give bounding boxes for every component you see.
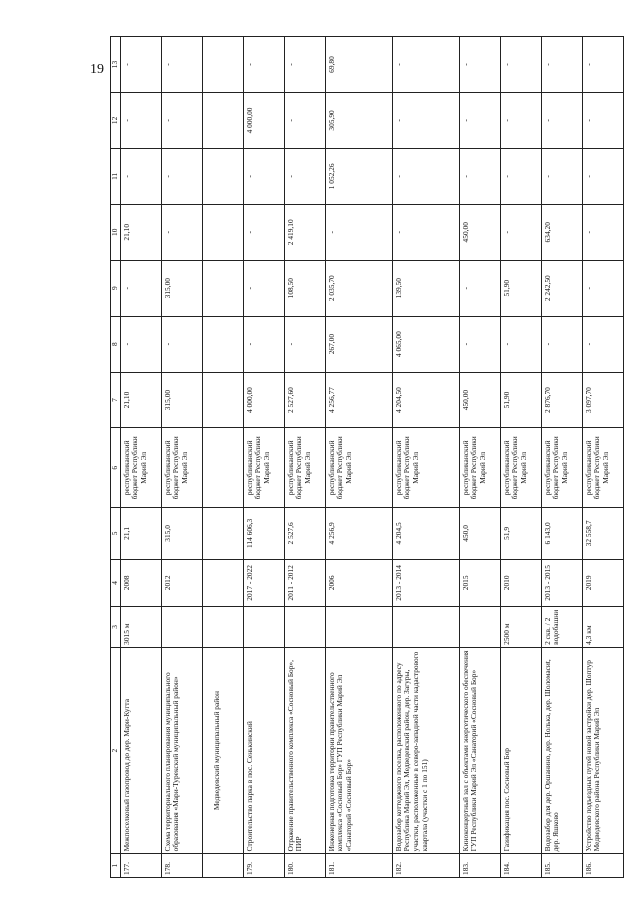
years: 2017 - 2022 bbox=[243, 559, 284, 606]
estimated-cost: 51,9 bbox=[500, 508, 541, 560]
project-name: Отражение правительственного комплекса «Сосновый Бор», ПИР bbox=[284, 647, 325, 853]
col-header-4: 4 bbox=[111, 559, 121, 606]
value-col-8: - bbox=[582, 316, 623, 372]
funding-source: республиканский бюджет Республики Марий Эл bbox=[120, 428, 161, 508]
project-name: Киноконцертный зал с объектами энергетического обеспечения ГУП Республики Марий Эл «Санаторий «Сосновый Бор» bbox=[459, 647, 500, 853]
table-row bbox=[325, 37, 392, 878]
col-header-2: 2 bbox=[111, 647, 121, 853]
value-col-10: - bbox=[582, 204, 623, 260]
col-header-3: 3 bbox=[111, 607, 121, 648]
value-col-11: - bbox=[582, 148, 623, 204]
capacity: 3015 м bbox=[120, 607, 161, 648]
value-col-12: - bbox=[500, 92, 541, 148]
district-name: Медведевский муниципальный район bbox=[211, 691, 221, 811]
years: 2013 - 2014 bbox=[392, 559, 459, 606]
budget-table bbox=[110, 36, 624, 878]
project-name: Межпоселковый газопровод до дер. Мари-Кугта bbox=[120, 647, 161, 853]
value-col-12: - bbox=[392, 92, 459, 148]
value-col-11: - bbox=[161, 148, 202, 204]
value-col-10 bbox=[202, 204, 243, 260]
capacity bbox=[284, 607, 325, 648]
value-col-12: 4 000,00 bbox=[243, 92, 284, 148]
col-header-10: 10 bbox=[111, 204, 121, 260]
total-value: 4 256,77 bbox=[325, 372, 392, 428]
col-header-8: 8 bbox=[111, 316, 121, 372]
col-header-1: 1 bbox=[111, 854, 121, 878]
estimated-cost: 32 558,7 bbox=[582, 508, 623, 560]
value-col-11 bbox=[202, 148, 243, 204]
value-col-12: 305,90 bbox=[325, 92, 392, 148]
value-col-13: - bbox=[161, 37, 202, 93]
value-col-12 bbox=[202, 92, 243, 148]
value-col-12: - bbox=[541, 92, 582, 148]
years: 2013 - 2015 bbox=[541, 559, 582, 606]
years: 2011 - 2012 bbox=[284, 559, 325, 606]
value-col-9: 51,90 bbox=[500, 260, 541, 316]
section-title bbox=[202, 647, 243, 853]
value-col-9: 139,50 bbox=[392, 260, 459, 316]
value-col-8 bbox=[202, 316, 243, 372]
value-col-8: 267,00 bbox=[325, 316, 392, 372]
capacity: 2500 м bbox=[500, 607, 541, 648]
table-row bbox=[582, 37, 623, 878]
value-col-10: 634,20 bbox=[541, 204, 582, 260]
estimated-cost: 114 606,3 bbox=[243, 508, 284, 560]
value-col-9: 315,00 bbox=[161, 260, 202, 316]
value-col-8: - bbox=[120, 316, 161, 372]
years: 2008 bbox=[120, 559, 161, 606]
project-name: Газификация пос. Сосновый Бор bbox=[500, 647, 541, 853]
value-col-10: - bbox=[325, 204, 392, 260]
value-col-13 bbox=[202, 37, 243, 93]
total-value: 2 876,70 bbox=[541, 372, 582, 428]
row-number: 183. bbox=[459, 854, 500, 878]
col-header-13: 13 bbox=[111, 37, 121, 93]
years: 2012 bbox=[161, 559, 202, 606]
row-number: 181. bbox=[325, 854, 392, 878]
capacity bbox=[459, 607, 500, 648]
funding-source: республиканский бюджет Республики Марий Эл bbox=[161, 428, 202, 508]
row-number: 177. bbox=[120, 854, 161, 878]
value-col-11: - bbox=[392, 148, 459, 204]
estimated-cost: 21,1 bbox=[120, 508, 161, 560]
row-number bbox=[202, 854, 243, 878]
funding-source: республиканский бюджет Республики Марий Эл bbox=[325, 428, 392, 508]
table-row bbox=[459, 37, 500, 878]
estimated-cost: 315,0 bbox=[161, 508, 202, 560]
column-number-header bbox=[111, 37, 121, 878]
project-name: Строительство парка в пос. Сенькинский bbox=[243, 647, 284, 853]
total-value: 450,00 bbox=[459, 372, 500, 428]
value-col-10: - bbox=[161, 204, 202, 260]
value-col-11: 1 052,26 bbox=[325, 148, 392, 204]
value-col-8: - bbox=[161, 316, 202, 372]
capacity bbox=[243, 607, 284, 648]
value-col-9: 108,50 bbox=[284, 260, 325, 316]
value-col-8: - bbox=[284, 316, 325, 372]
years: 2015 bbox=[459, 559, 500, 606]
row-number: 179. bbox=[243, 854, 284, 878]
col-header-11: 11 bbox=[111, 148, 121, 204]
value-col-8: - bbox=[459, 316, 500, 372]
value-col-10: 450,00 bbox=[459, 204, 500, 260]
value-col-13: - bbox=[284, 37, 325, 93]
years: 2010 bbox=[500, 559, 541, 606]
total-value: 315,00 bbox=[161, 372, 202, 428]
value-col-9: - bbox=[243, 260, 284, 316]
row-number: 180. bbox=[284, 854, 325, 878]
value-col-12: - bbox=[161, 92, 202, 148]
estimated-cost bbox=[202, 508, 243, 560]
project-name: Инженерная подготовка территории правительственного комплекса «Сосновый Бор» ГУП Республики Марий Эл «Санаторий «Сосновый Бор» bbox=[325, 647, 392, 853]
row-number: 186. bbox=[582, 854, 623, 878]
total-value: 21,10 bbox=[120, 372, 161, 428]
table-row bbox=[392, 37, 459, 878]
value-col-9 bbox=[202, 260, 243, 316]
funding-source: республиканский бюджет Республики Марий Эл bbox=[284, 428, 325, 508]
page-number: 19 bbox=[90, 62, 104, 77]
value-col-8: - bbox=[541, 316, 582, 372]
value-col-10: - bbox=[243, 204, 284, 260]
rotated-table-wrapper bbox=[110, 36, 611, 878]
estimated-cost: 2 527,6 bbox=[284, 508, 325, 560]
value-col-10: - bbox=[500, 204, 541, 260]
project-name: Схема территориального планирования муниципального образования «Мари-Турекский муниципальный район» bbox=[161, 647, 202, 853]
value-col-9: - bbox=[120, 260, 161, 316]
estimated-cost: 450,0 bbox=[459, 508, 500, 560]
value-col-11: - bbox=[284, 148, 325, 204]
col-header-12: 12 bbox=[111, 92, 121, 148]
capacity: 4,3 км bbox=[582, 607, 623, 648]
value-col-9: 2 242,50 bbox=[541, 260, 582, 316]
value-col-10: 21,10 bbox=[120, 204, 161, 260]
funding-source: республиканский бюджет Республики Марий Эл bbox=[392, 428, 459, 508]
capacity bbox=[161, 607, 202, 648]
value-col-10: - bbox=[392, 204, 459, 260]
funding-source: республиканский бюджет Республики Марий Эл bbox=[459, 428, 500, 508]
value-col-9: 2 035,70 bbox=[325, 260, 392, 316]
row-number: 182. bbox=[392, 854, 459, 878]
years: 2019 bbox=[582, 559, 623, 606]
years bbox=[202, 559, 243, 606]
table-row bbox=[284, 37, 325, 878]
table-body bbox=[120, 37, 623, 878]
funding-source: республиканский бюджет Республики Марий Эл bbox=[582, 428, 623, 508]
funding-source bbox=[202, 428, 243, 508]
value-col-13: - bbox=[120, 37, 161, 93]
value-col-13: - bbox=[459, 37, 500, 93]
estimated-cost: 4 204,5 bbox=[392, 508, 459, 560]
value-col-12: - bbox=[120, 92, 161, 148]
value-col-12: - bbox=[284, 92, 325, 148]
section-header-row bbox=[202, 37, 243, 878]
value-col-11: - bbox=[541, 148, 582, 204]
estimated-cost: 4 256,9 bbox=[325, 508, 392, 560]
value-col-11: - bbox=[459, 148, 500, 204]
table-row bbox=[120, 37, 161, 878]
value-col-13: 69,80 bbox=[325, 37, 392, 93]
col-header-5: 5 bbox=[111, 508, 121, 560]
value-col-10: 2 419,10 bbox=[284, 204, 325, 260]
total-value: 51,90 bbox=[500, 372, 541, 428]
capacity bbox=[202, 607, 243, 648]
total-value: 4 204,50 bbox=[392, 372, 459, 428]
total-value: 3 097,70 bbox=[582, 372, 623, 428]
col-header-7: 7 bbox=[111, 372, 121, 428]
table-row bbox=[243, 37, 284, 878]
total-value: 4 000,00 bbox=[243, 372, 284, 428]
col-header-9: 9 bbox=[111, 260, 121, 316]
table-row bbox=[161, 37, 202, 878]
value-col-13: - bbox=[392, 37, 459, 93]
capacity bbox=[325, 607, 392, 648]
value-col-13: - bbox=[500, 37, 541, 93]
value-col-13: - bbox=[541, 37, 582, 93]
funding-source: республиканский бюджет Республики Марий Эл bbox=[500, 428, 541, 508]
table-row bbox=[541, 37, 582, 878]
value-col-8: - bbox=[500, 316, 541, 372]
value-col-11: - bbox=[243, 148, 284, 204]
value-col-12: - bbox=[459, 92, 500, 148]
funding-source: республиканский бюджет Республики Марий Эл bbox=[541, 428, 582, 508]
project-name: Водозабор коттеджного поселка, расположенного по адресу Республика Марий Эл, Медведевский район, дер. Загуры, участки, расположенные в северо-западной части кадастрового квартала (участки с 1 по 151) bbox=[392, 647, 459, 853]
row-number: 178. bbox=[161, 854, 202, 878]
value-col-13: - bbox=[582, 37, 623, 93]
value-col-11: - bbox=[500, 148, 541, 204]
capacity bbox=[392, 607, 459, 648]
value-col-9: - bbox=[459, 260, 500, 316]
funding-source: республиканский бюджет Республики Марий Эл bbox=[243, 428, 284, 508]
capacity: 2 скв. / 2 водобашни bbox=[541, 607, 582, 648]
total-value: 2 527,60 bbox=[284, 372, 325, 428]
value-col-9: - bbox=[582, 260, 623, 316]
value-col-12: - bbox=[582, 92, 623, 148]
value-col-11: - bbox=[120, 148, 161, 204]
table-row bbox=[500, 37, 541, 878]
value-col-13: - bbox=[243, 37, 284, 93]
row-number: 185. bbox=[541, 854, 582, 878]
row-number: 184. bbox=[500, 854, 541, 878]
years: 2006 bbox=[325, 559, 392, 606]
value-col-8: - bbox=[243, 316, 284, 372]
value-col-8: 4 065,00 bbox=[392, 316, 459, 372]
project-name: Водозабор для дер. Оршанино, дер. Нолька, дер. Шоломасиt, дер. Яшково bbox=[541, 647, 582, 853]
col-header-6: 6 bbox=[111, 428, 121, 508]
total-value bbox=[202, 372, 243, 428]
estimated-cost: 6 143,0 bbox=[541, 508, 582, 560]
project-name: Устройство подъездных путей новой застройки дер. Шоптур Медведевского района Республики Марий Эл bbox=[582, 647, 623, 853]
